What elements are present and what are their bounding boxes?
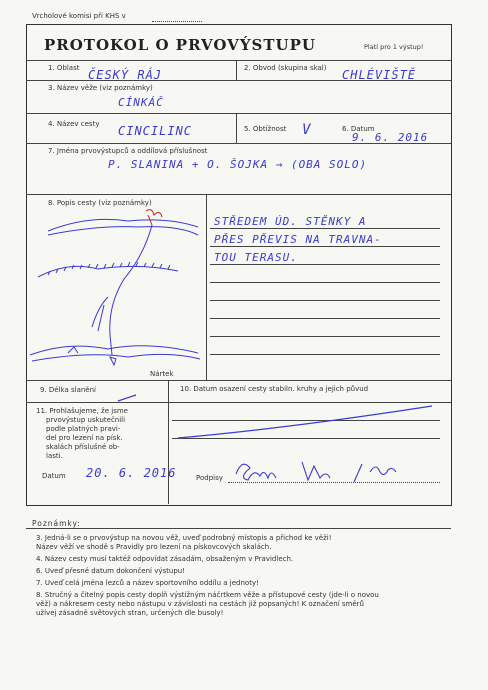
popis-line-2: PŘES PŘEVIS NA TRAVNA-	[214, 233, 382, 246]
col-divider	[206, 194, 207, 380]
vez-value: CÍNKÁČ	[118, 96, 164, 109]
note-item: 8. Stručný a čitelný popis cesty doplň výstižným náčrtkem věže a přístupové cesty (jde-li o novou	[36, 591, 379, 599]
obtiznost-value: V	[302, 122, 312, 138]
popis-line-1: STŘEDEM ÚD. STĚNKY A	[214, 215, 367, 228]
cesta-label: 4. Název cesty	[48, 120, 100, 128]
jmena-value: P. SLANINA + O. ŠOJKA → (OBA SOLO)	[108, 158, 368, 171]
popis-line	[210, 354, 440, 355]
slaneni-label: 9. Délka slanění	[40, 386, 96, 394]
prohlaseni-line-4: del pro lezení na písk.	[46, 434, 123, 442]
note-item: věž) a nákresem cesty nebo nástupu v závislosti na cestách již popsaných! K označení směrů	[36, 600, 364, 608]
form-title: PROTOKOL O PRVOVÝSTUPU	[44, 36, 316, 54]
valid-note: Platí pro 1 výstup!	[364, 43, 424, 51]
row-divider	[26, 380, 451, 381]
notes-heading: Poznámky:	[32, 519, 81, 528]
row-divider	[26, 80, 451, 81]
vez-label: 3. Název věže (viz poznámky)	[48, 84, 153, 92]
note-item: 6. Uveď přesné datum dokončení výstupu!	[36, 567, 186, 575]
row-divider	[26, 113, 451, 114]
note-item: 7. Uveď celá jména lezců a název sportovního oddílu a jednoty!	[36, 579, 259, 587]
committee-line	[152, 21, 202, 22]
col-divider	[236, 60, 237, 80]
prohlaseni-line-5: skalách příslušné ob-	[46, 443, 120, 451]
oblast-label: 1. Oblast	[48, 64, 80, 72]
oblast-value: ČESKÝ RÁJ	[88, 68, 163, 82]
route-sketch	[28, 205, 204, 377]
note-item: Název věží ve shodě s Pravidly pro lezení na pískovcových skalách.	[36, 543, 272, 551]
popis-line	[210, 300, 440, 301]
prohlaseni-line-3: podle platných pravi-	[46, 425, 121, 433]
note-item: 3. Jedná-li se o prvovýstup na novou věž, uveď podrobný místopis a přichod ke věži!	[36, 534, 332, 542]
popis-line	[210, 228, 440, 229]
col-divider	[168, 380, 169, 402]
osazeni-label: 10. Datum osazení cesty stabiln. kruhy a jejich půvud	[180, 385, 369, 393]
popis-line	[210, 282, 440, 283]
prohlaseni-line-6: lasti.	[46, 452, 63, 460]
podpisy-label: Podpisy	[196, 474, 223, 482]
nartek-label: Nártek	[150, 370, 174, 378]
datum-label: 6. Datum	[342, 125, 375, 133]
obvod-value: CHLÉVIŠTĚ	[342, 68, 417, 82]
committee-label: Vrcholové komisi při KHS v	[32, 12, 126, 20]
note-item: 4. Název cesty musí taktéž odpovídat zásadám, obsaženým v Pravidlech.	[36, 555, 294, 563]
popis-label: 8. Popis cesty (viz poznámky)	[48, 199, 152, 207]
prohlaseni-line-1: 11. Prohlašujeme, že jsme	[36, 407, 128, 415]
notes-list	[36, 534, 379, 618]
obtiznost-label: 5. Obtížnost	[244, 125, 287, 133]
jmena-label: 7. Jména prvovýstupců a oddílová příslušnost	[48, 147, 208, 155]
row-divider	[26, 194, 451, 195]
datum2-value: 20. 6. 2016	[86, 466, 177, 480]
row-divider	[26, 60, 451, 61]
osazeni-strike	[170, 400, 440, 442]
notes-divider	[26, 528, 451, 529]
col-divider	[168, 402, 169, 504]
col-divider	[236, 113, 237, 143]
datum2-label: Datum	[42, 472, 66, 480]
row-divider	[26, 143, 451, 144]
popis-line	[210, 264, 440, 265]
signatures	[230, 452, 420, 488]
popis-line	[210, 318, 440, 319]
obvod-label: 2. Obvod (skupina skal)	[244, 64, 327, 72]
datum-value: 9. 6. 2016	[352, 131, 429, 144]
note-item: užívej zásadně světových stran, určených dle busoly!	[36, 609, 224, 617]
popis-line	[210, 336, 440, 337]
popis-line	[210, 246, 440, 247]
prohlaseni-line-2: prvovýstup uskutečnili	[46, 416, 126, 424]
popis-line-3: TOU TERASU.	[214, 251, 298, 264]
cesta-value: CINCILINC	[118, 124, 193, 138]
